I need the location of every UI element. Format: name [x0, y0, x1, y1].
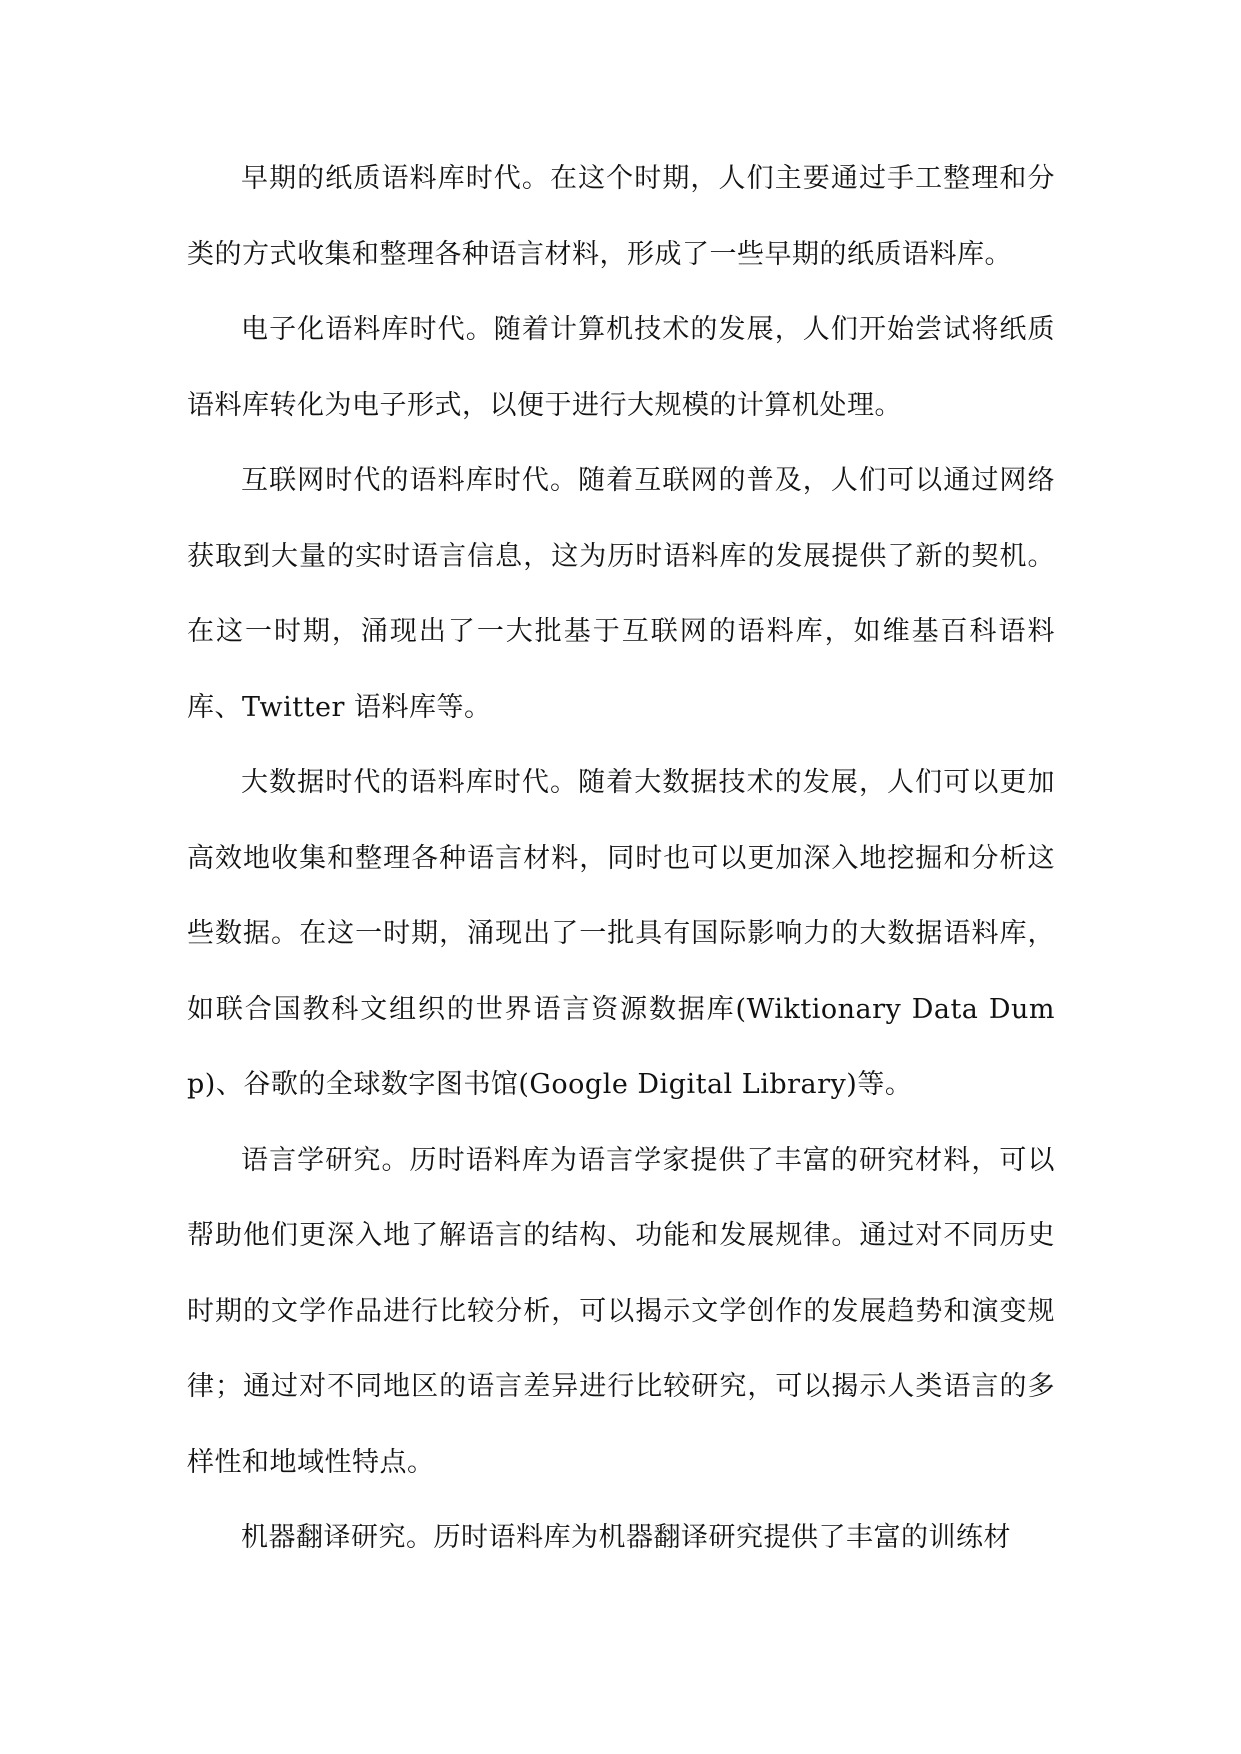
paragraph-machine-translation: 机器翻译研究。历时语料库为机器翻译研究提供了丰富的训练材 — [241, 1522, 1011, 1553]
document-body — [187, 141, 1055, 1576]
paragraph-electronic-era: 电子化语料库时代。随着计算机技术的发展，人们开始尝试将纸质语料库转化为电子形式，以便于进行大规模的计算机处理。 — [187, 314, 1055, 421]
paragraph-big-data-era: 大数据时代的语料库时代。随着大数据技术的发展，人们可以更加高效地收集和整理各种语言材料，同时也可以更加深入地挖掘和分析这些数据。在这一时期，涌现出了一批具有国际影响力的大数据语料库，如联合国教科文组织的世界语言资源数据库(Wiktionary Data Dump)、谷歌的全球数字图书馆(Google Digital Library)等。 — [187, 767, 1055, 1100]
paragraph-paper-era: 早期的纸质语料库时代。在这个时期，人们主要通过手工整理和分类的方式收集和整理各种语言材料，形成了一些早期的纸质语料库。 — [187, 163, 1055, 270]
paragraph-internet-era: 互联网时代的语料库时代。随着互联网的普及，人们可以通过网络获取到大量的实时语言信息，这为历时语料库的发展提供了新的契机。在这一时期，涌现出了一大批基于互联网的语料库，如维基百科语料库、Twitter 语料库等。 — [187, 465, 1055, 723]
paragraph-linguistics-research: 语言学研究。历时语料库为语言学家提供了丰富的研究材料，可以帮助他们更深入地了解语言的结构、功能和发展规律。通过对不同历史时期的文学作品进行比较分析，可以揭示文学创作的发展趋势和演变规律；通过对不同地区的语言差异进行比较研究，可以揭示人类语言的多样性和地域性特点。 — [187, 1144, 1055, 1478]
